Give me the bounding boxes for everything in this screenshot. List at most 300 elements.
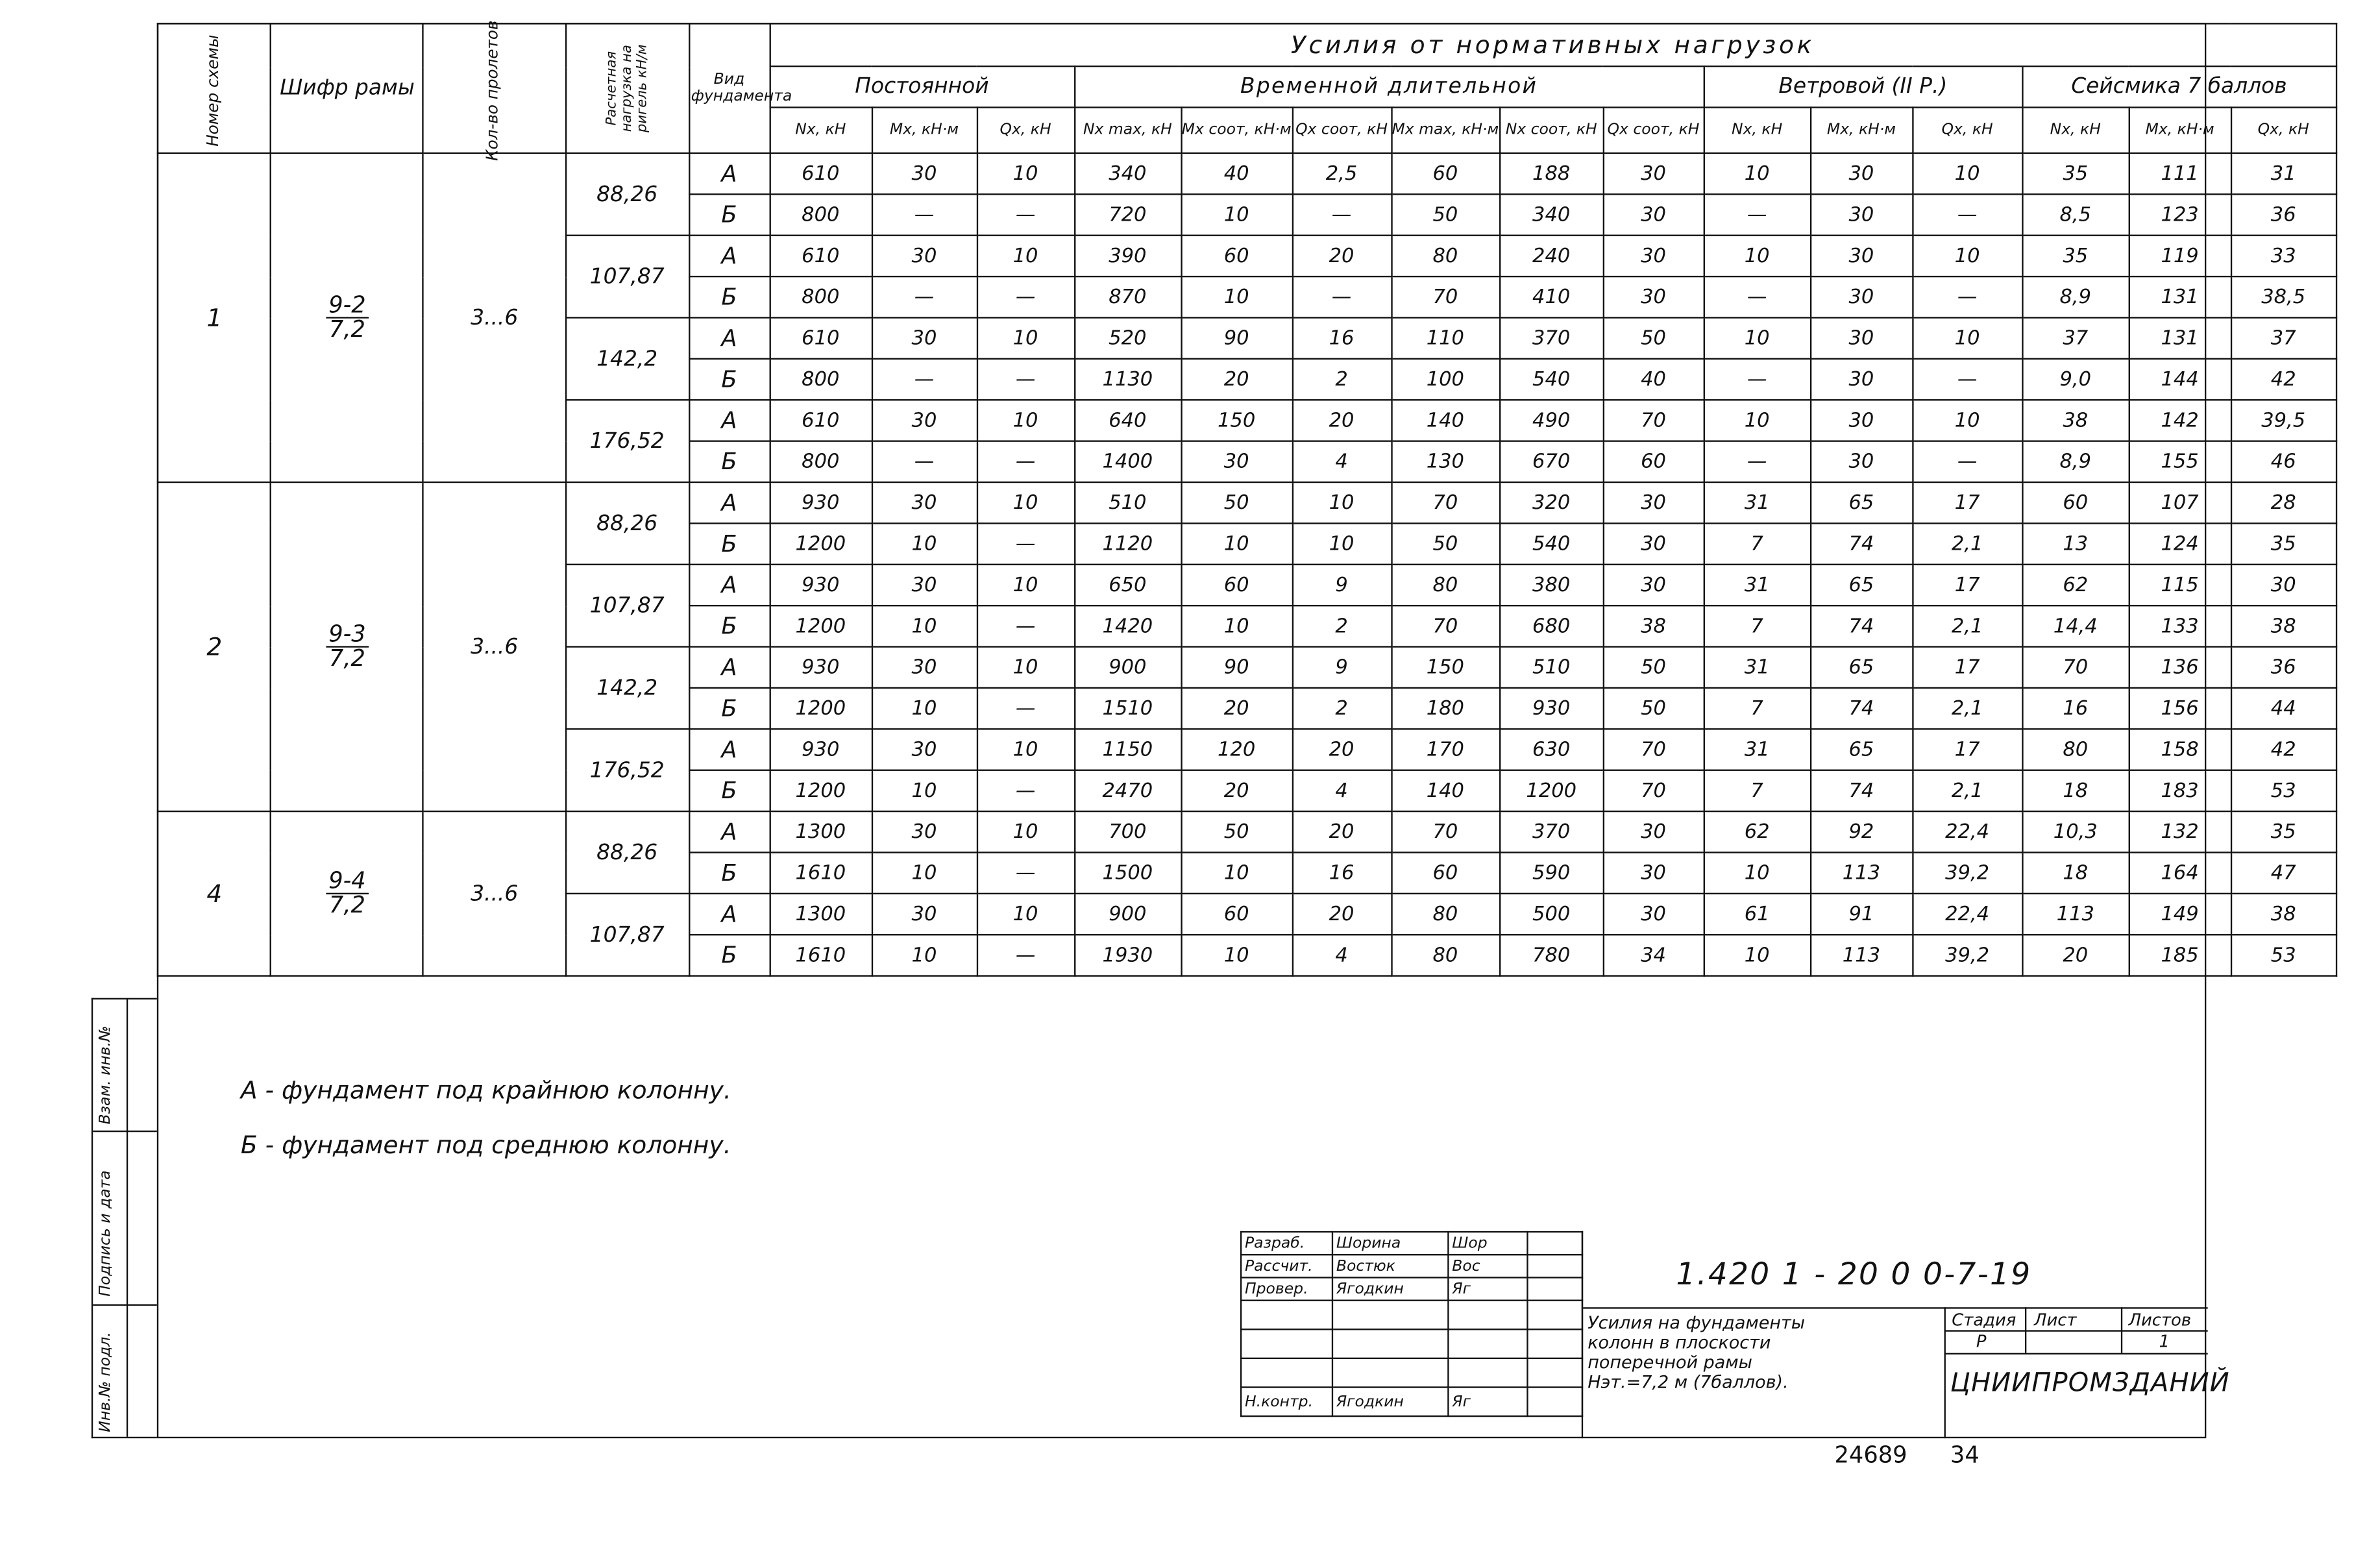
force-value: 150: [1391, 647, 1499, 688]
force-value: 61: [1704, 894, 1810, 935]
force-value: 20: [1292, 811, 1392, 852]
force-value: 65: [1810, 647, 1912, 688]
stamp-date: [1527, 1277, 1582, 1300]
force-value: 1200: [770, 606, 872, 646]
stamp-name: [1332, 1301, 1448, 1330]
stamp-date: [1527, 1232, 1582, 1255]
force-value: 1610: [770, 852, 872, 893]
force-value: 30: [1603, 153, 1704, 194]
force-value: 142: [2129, 400, 2231, 441]
frame-code-num: 9-2: [326, 293, 369, 318]
force-value: 670: [1499, 441, 1603, 482]
force-value: 610: [770, 236, 872, 276]
force-value: 74: [1810, 606, 1912, 646]
force-value: 10: [977, 894, 1074, 935]
force-value: 92: [1810, 811, 1912, 852]
force-value: 900: [1074, 894, 1181, 935]
force-value: 1420: [1074, 606, 1181, 646]
force-value: 34: [1603, 935, 1704, 975]
force-value: 80: [2022, 729, 2129, 770]
force-value: 62: [1704, 811, 1810, 852]
force-value: —: [977, 523, 1074, 564]
force-value: 31: [2231, 153, 2336, 194]
force-value: 110: [1391, 317, 1499, 358]
archive-number: 24689: [1834, 1441, 1907, 1469]
force-value: 10: [977, 482, 1074, 523]
force-value: 1130: [1074, 359, 1181, 400]
force-value: 30: [1810, 359, 1912, 400]
force-value: —: [977, 194, 1074, 235]
force-value: 70: [1603, 770, 1704, 811]
force-value: —: [872, 276, 977, 317]
span-count: 3...6: [423, 811, 565, 976]
force-value: 20: [1292, 400, 1392, 441]
force-value: 800: [770, 194, 872, 235]
force-value: 130: [1391, 441, 1499, 482]
force-value: 80: [1391, 894, 1499, 935]
force-value: 60: [2022, 482, 2129, 523]
force-value: 70: [1391, 606, 1499, 646]
load-header: Расчетная нагрузка на ригель кН/м: [565, 23, 689, 153]
stamp-signature: [1448, 1301, 1527, 1330]
force-value: 62: [2022, 565, 2129, 606]
force-value: 500: [1499, 894, 1603, 935]
force-value: —: [977, 935, 1074, 975]
force-value: 74: [1810, 688, 1912, 729]
foundation-type: Б: [689, 276, 769, 317]
sheet-label: Лист: [2034, 1310, 2077, 1330]
force-value: 20: [1181, 359, 1292, 400]
foundation-type: Б: [689, 770, 769, 811]
subheader-perm-2: Qx, кН: [977, 108, 1074, 153]
force-value: 20: [1292, 894, 1392, 935]
stamp-role: [1241, 1329, 1332, 1358]
design-load: 88,26: [565, 153, 689, 236]
force-value: 10: [1181, 276, 1292, 317]
force-value: 60: [1603, 441, 1704, 482]
force-value: 1300: [770, 894, 872, 935]
stamp-name: [1332, 1329, 1448, 1358]
force-value: 188: [1499, 153, 1603, 194]
stamp-signature: [1448, 1329, 1527, 1358]
force-value: 30: [1603, 565, 1704, 606]
force-value: 124: [2129, 523, 2231, 564]
side-repl-label: Взам. инв.№: [97, 1025, 115, 1125]
force-value: 1400: [1074, 441, 1181, 482]
force-value: 10: [977, 729, 1074, 770]
frame-code: [271, 482, 424, 811]
force-value: 30: [872, 153, 977, 194]
force-value: 17: [1913, 482, 2022, 523]
force-value: 37: [2231, 317, 2336, 358]
subheader-temp-0: Nx max, кН: [1074, 108, 1181, 153]
force-value: 10: [1704, 400, 1810, 441]
force-value: 30: [1181, 441, 1292, 482]
force-value: 9,0: [2022, 359, 2129, 400]
stamp-signature: [1448, 1358, 1527, 1388]
force-value: 74: [1810, 770, 1912, 811]
force-value: 17: [1913, 647, 2022, 688]
force-value: 30: [1810, 194, 1912, 235]
force-value: 17: [1913, 565, 2022, 606]
force-value: 22,4: [1913, 811, 2022, 852]
force-value: 2: [1292, 688, 1392, 729]
side-strip: [92, 998, 157, 1438]
force-value: 30: [872, 894, 977, 935]
force-value: 36: [2231, 647, 2336, 688]
design-load: 88,26: [565, 482, 689, 565]
force-value: 10: [1704, 236, 1810, 276]
force-value: 33: [2231, 236, 2336, 276]
subheader-temp-3: Mx max, кН·м: [1391, 108, 1499, 153]
design-load: 142,2: [565, 647, 689, 729]
stamp-role: Разраб.: [1241, 1232, 1332, 1255]
force-value: 2,1: [1913, 688, 2022, 729]
force-value: 60: [1391, 852, 1499, 893]
force-value: 30: [1603, 811, 1704, 852]
force-value: 35: [2022, 236, 2129, 276]
title-block-table: [1240, 1231, 1583, 1417]
force-value: 10: [977, 647, 1074, 688]
force-value: 10: [977, 400, 1074, 441]
force-value: 800: [770, 441, 872, 482]
force-value: 18: [2022, 770, 2129, 811]
force-value: 2470: [1074, 770, 1181, 811]
force-value: 31: [1704, 482, 1810, 523]
force-value: 9: [1292, 647, 1392, 688]
force-value: 2,1: [1913, 770, 2022, 811]
force-value: 10: [1181, 194, 1292, 235]
subheader-perm-1: Mx, кН·м: [872, 108, 977, 153]
force-value: 10: [1913, 400, 2022, 441]
doc-title: Усилия на фундаменты колонн в плоскости поперечной рамы Нэт.=7,2 м (7баллов).: [1588, 1312, 1806, 1393]
force-value: 50: [1603, 647, 1704, 688]
force-value: 123: [2129, 194, 2231, 235]
stamp-date: [1527, 1329, 1582, 1358]
design-load: 176,52: [565, 729, 689, 811]
span-count: 3...6: [423, 153, 565, 482]
force-value: 10: [1181, 935, 1292, 975]
force-value: 930: [770, 482, 872, 523]
foundation-type: Б: [689, 852, 769, 893]
frame-code-num: 9-4: [326, 869, 369, 894]
foundation-type: А: [689, 729, 769, 770]
force-value: 16: [1292, 852, 1392, 893]
force-value: 30: [1810, 400, 1912, 441]
force-value: 7: [1704, 523, 1810, 564]
design-load: 107,87: [565, 236, 689, 318]
stamp-date: [1527, 1358, 1582, 1388]
force-value: 7: [1704, 606, 1810, 646]
force-value: 70: [1603, 729, 1704, 770]
force-value: —: [977, 770, 1074, 811]
note-a: А - фундамент под крайнюю колонну.: [240, 1075, 731, 1105]
force-value: 10: [1704, 935, 1810, 975]
foundation-type: Б: [689, 441, 769, 482]
force-value: 10: [872, 688, 977, 729]
force-value: 158: [2129, 729, 2231, 770]
force-value: 35: [2022, 153, 2129, 194]
force-value: 31: [1704, 647, 1810, 688]
force-value: 2,1: [1913, 523, 2022, 564]
force-value: 38: [1603, 606, 1704, 646]
force-value: 47: [2231, 852, 2336, 893]
force-value: 74: [1810, 523, 1912, 564]
force-value: 170: [1391, 729, 1499, 770]
force-value: 240: [1499, 236, 1603, 276]
group-seismic: Сейсмика 7 баллов: [2022, 66, 2336, 107]
force-value: 119: [2129, 236, 2231, 276]
force-value: 18: [2022, 852, 2129, 893]
force-value: 800: [770, 276, 872, 317]
main-title: Усилия от нормативных нагрузок: [770, 23, 2336, 66]
force-value: 131: [2129, 317, 2231, 358]
force-value: 38: [2231, 894, 2336, 935]
force-value: 50: [1181, 811, 1292, 852]
force-value: 42: [2231, 729, 2336, 770]
force-value: 65: [1810, 482, 1912, 523]
design-load: 107,87: [565, 894, 689, 976]
stamp-date: [1527, 1255, 1582, 1277]
foundation-type: А: [689, 153, 769, 194]
force-value: 380: [1499, 565, 1603, 606]
frame-code-den: 7,2: [328, 643, 365, 672]
force-value: —: [1913, 194, 2022, 235]
force-value: 113: [1810, 852, 1912, 893]
force-value: 35: [2231, 523, 2336, 564]
force-value: 10: [977, 317, 1074, 358]
force-value: 30: [872, 811, 977, 852]
note-b: Б - фундамент под среднюю колонну.: [240, 1130, 731, 1160]
force-value: 35: [2231, 811, 2336, 852]
group-temp-long: Временной длительной: [1074, 66, 1704, 107]
force-value: 10: [1292, 523, 1392, 564]
force-value: 90: [1181, 317, 1292, 358]
force-value: 630: [1499, 729, 1603, 770]
force-value: 20: [1292, 236, 1392, 276]
force-value: 100: [1391, 359, 1499, 400]
force-value: 10: [872, 852, 977, 893]
force-value: 133: [2129, 606, 2231, 646]
force-value: 780: [1499, 935, 1603, 975]
force-value: 113: [1810, 935, 1912, 975]
side-sign-label: Подпись и дата: [97, 1170, 115, 1297]
force-value: 50: [1181, 482, 1292, 523]
subheader-temp-4: Nx соот, кН: [1499, 108, 1603, 153]
subheader-temp-1: Mx соот, кН·м: [1181, 108, 1292, 153]
force-value: 340: [1499, 194, 1603, 235]
force-value: 10: [872, 606, 977, 646]
force-value: 38: [2022, 400, 2129, 441]
foundation-type: А: [689, 317, 769, 358]
force-value: 30: [1810, 317, 1912, 358]
force-value: 80: [1391, 565, 1499, 606]
force-value: 155: [2129, 441, 2231, 482]
force-value: 30: [872, 647, 977, 688]
force-value: 50: [1603, 688, 1704, 729]
force-value: 30: [1603, 276, 1704, 317]
stamp-signature: Яг: [1448, 1277, 1527, 1300]
table-row: [158, 811, 2336, 852]
force-value: 10: [1704, 852, 1810, 893]
force-value: 20: [1181, 770, 1292, 811]
force-value: 30: [1603, 852, 1704, 893]
force-value: 107: [2129, 482, 2231, 523]
force-value: 20: [1181, 688, 1292, 729]
force-value: 156: [2129, 688, 2231, 729]
force-value: 8,5: [2022, 194, 2129, 235]
scheme-no: 4: [158, 811, 271, 976]
force-value: 40: [1603, 359, 1704, 400]
force-value: 370: [1499, 317, 1603, 358]
force-value: 111: [2129, 153, 2231, 194]
force-value: 4: [1292, 935, 1392, 975]
force-value: 70: [2022, 647, 2129, 688]
frame-code: [271, 153, 424, 482]
force-value: 65: [1810, 729, 1912, 770]
force-value: 1500: [1074, 852, 1181, 893]
scheme-no: 1: [158, 153, 271, 482]
force-value: —: [872, 359, 977, 400]
force-value: 10: [1913, 317, 2022, 358]
group-permanent: Постоянной: [770, 66, 1075, 107]
force-value: 10: [1704, 153, 1810, 194]
force-value: 120: [1181, 729, 1292, 770]
force-value: 540: [1499, 359, 1603, 400]
stamp-name: Ягодкин: [1332, 1387, 1448, 1416]
force-value: —: [1913, 276, 2022, 317]
force-value: 10: [872, 523, 977, 564]
force-value: —: [1704, 441, 1810, 482]
force-value: 30: [872, 400, 977, 441]
force-value: 4: [1292, 770, 1392, 811]
force-value: 39,2: [1913, 852, 2022, 893]
force-value: 8,9: [2022, 441, 2129, 482]
force-value: 60: [1181, 236, 1292, 276]
force-value: 149: [2129, 894, 2231, 935]
force-value: 680: [1499, 606, 1603, 646]
force-value: 53: [2231, 935, 2336, 975]
stage-value: Р: [1976, 1331, 1987, 1352]
force-value: 10: [977, 153, 1074, 194]
force-value: 610: [770, 400, 872, 441]
force-value: 930: [770, 565, 872, 606]
span-count: 3...6: [423, 482, 565, 811]
force-value: 65: [1810, 565, 1912, 606]
sheets-value: 1: [2159, 1331, 2170, 1352]
force-value: 50: [1391, 194, 1499, 235]
force-value: 70: [1603, 400, 1704, 441]
force-value: —: [1292, 194, 1392, 235]
force-value: 80: [1391, 236, 1499, 276]
foundation-type: А: [689, 482, 769, 523]
force-value: 136: [2129, 647, 2231, 688]
design-load: 107,87: [565, 565, 689, 647]
force-value: 1120: [1074, 523, 1181, 564]
forces-table: [157, 20, 2337, 977]
force-value: 2,5: [1292, 153, 1392, 194]
frame-code-den: 7,2: [328, 890, 365, 918]
side-inv-label: Инв.№ подл.: [97, 1332, 115, 1432]
force-value: 185: [2129, 935, 2231, 975]
force-value: 60: [1181, 894, 1292, 935]
force-value: 1200: [770, 770, 872, 811]
force-value: 30: [872, 729, 977, 770]
force-value: 180: [1391, 688, 1499, 729]
force-value: 30: [1603, 523, 1704, 564]
force-value: 60: [1391, 153, 1499, 194]
force-value: 150: [1181, 400, 1292, 441]
foundation-type: А: [689, 811, 769, 852]
spans-header: Кол-во пролетов: [423, 23, 565, 153]
force-value: 320: [1499, 482, 1603, 523]
doc-code: 1.420 1 - 20 0 0-7-19: [1676, 1255, 2032, 1292]
force-value: 520: [1074, 317, 1181, 358]
foundation-type: А: [689, 236, 769, 276]
force-value: 30: [1603, 194, 1704, 235]
foundation-type: Б: [689, 935, 769, 975]
stamp-signature: Яг: [1448, 1387, 1527, 1416]
stamp-role: Рассчит.: [1241, 1255, 1332, 1277]
force-value: —: [1704, 359, 1810, 400]
group-wind: Ветровой (II Р.): [1704, 66, 2022, 107]
force-value: 590: [1499, 852, 1603, 893]
force-value: 390: [1074, 236, 1181, 276]
subheader-wind-0: Nx, кН: [1704, 108, 1810, 153]
subheader-temp-2: Qx соот, кН: [1292, 108, 1392, 153]
force-value: 16: [2022, 688, 2129, 729]
subheader-wind-1: Mx, кН·м: [1810, 108, 1912, 153]
stamp-role: [1241, 1358, 1332, 1388]
force-value: 50: [1603, 317, 1704, 358]
force-value: 650: [1074, 565, 1181, 606]
stamp-date: [1527, 1301, 1582, 1330]
force-value: 30: [872, 565, 977, 606]
force-value: 30: [1810, 441, 1912, 482]
force-value: —: [977, 276, 1074, 317]
subheader-perm-0: Nx, кН: [770, 108, 872, 153]
organization-name: ЦНИИПРОМЗДАНИЙ: [1950, 1368, 2230, 1399]
force-value: 183: [2129, 770, 2231, 811]
force-value: 30: [1603, 236, 1704, 276]
force-value: 20: [2022, 935, 2129, 975]
force-value: 115: [2129, 565, 2231, 606]
force-value: 164: [2129, 852, 2231, 893]
force-value: 13: [2022, 523, 2129, 564]
force-value: 2: [1292, 359, 1392, 400]
force-value: 44: [2231, 688, 2336, 729]
force-value: 53: [2231, 770, 2336, 811]
force-value: 30: [1810, 276, 1912, 317]
force-value: 4: [1292, 441, 1392, 482]
force-value: 900: [1074, 647, 1181, 688]
stamp-name: Ягодкин: [1332, 1277, 1448, 1300]
force-value: 10: [872, 770, 977, 811]
force-value: 40: [1181, 153, 1292, 194]
force-value: —: [1913, 441, 2022, 482]
force-value: 22,4: [1913, 894, 2022, 935]
force-value: 10: [1704, 317, 1810, 358]
force-value: 38,5: [2231, 276, 2336, 317]
force-value: 700: [1074, 811, 1181, 852]
force-value: 10: [1913, 153, 2022, 194]
stamp-role: Н.контр.: [1241, 1387, 1332, 1416]
force-value: 7: [1704, 770, 1810, 811]
stamp-name: [1332, 1358, 1448, 1388]
force-value: 50: [1391, 523, 1499, 564]
force-value: 490: [1499, 400, 1603, 441]
design-load: 176,52: [565, 400, 689, 482]
